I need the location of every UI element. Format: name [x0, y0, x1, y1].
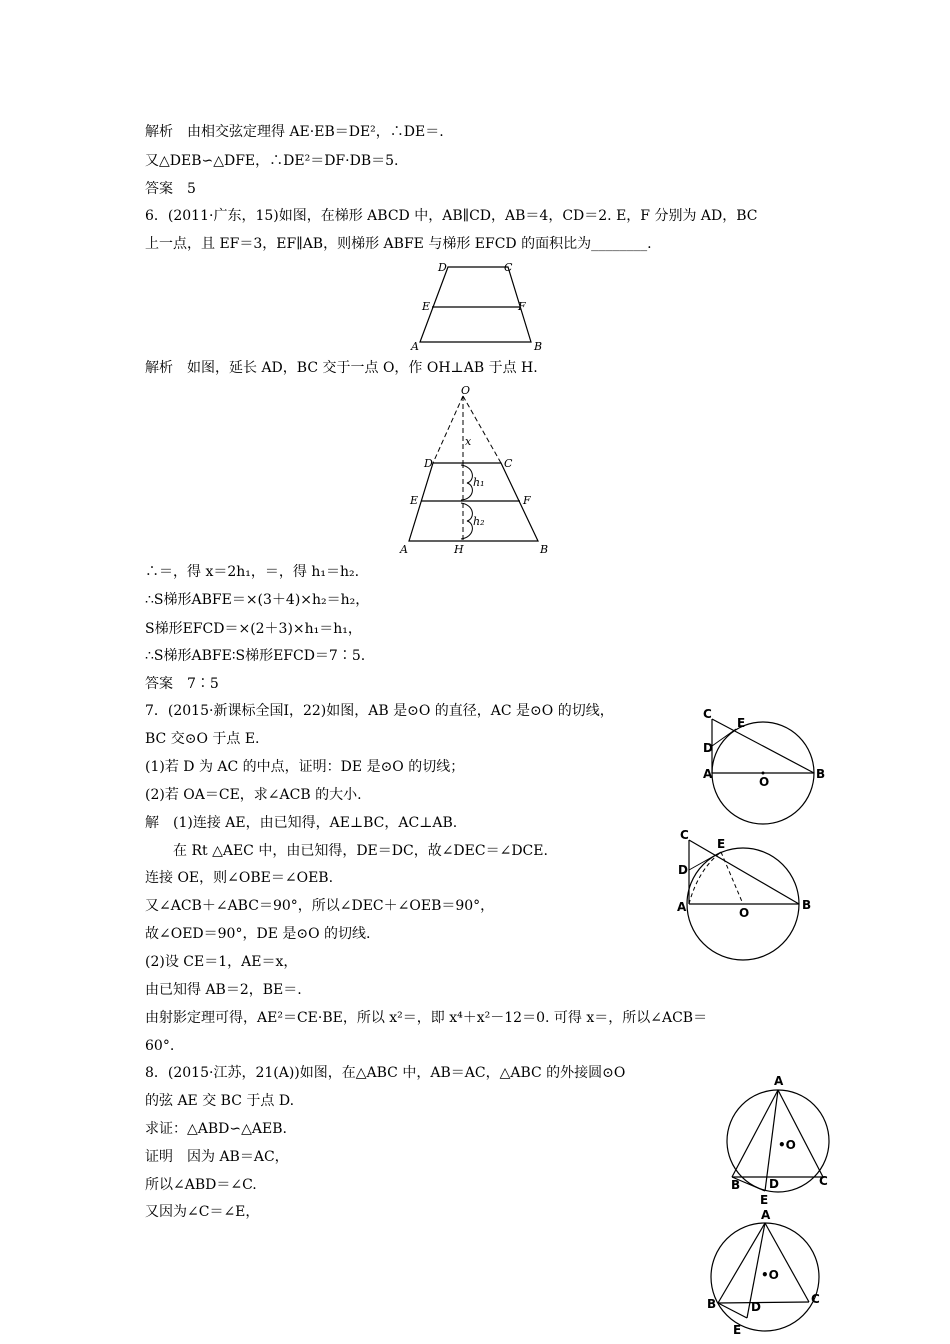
- text-line-9: S梯形EFCD＝×(2＋3)×h₁＝h₁，: [145, 621, 362, 637]
- label-A: A: [677, 900, 687, 914]
- text-line-4: 6．(2011·广东，15)如图，在梯形 ABCD 中，AB∥CD，AB＝4，CD＝2. E，F 分别为 AD，BC: [145, 208, 758, 224]
- text-line-5: 上一点，且 EF＝3，EF∥AB，则梯形 ABFE 与梯形 EFCD 的面积比为________.: [145, 236, 652, 252]
- label-E: E: [737, 716, 746, 730]
- label-E: E: [717, 837, 726, 851]
- extended-trapezoid-figure: [395, 383, 565, 558]
- label-C: C: [504, 261, 513, 274]
- label-B: B: [540, 543, 549, 556]
- text-line-6: 解析 如图，延长 AD，BC 交于一点 O，作 OH⊥AB 于点 H.: [145, 360, 538, 376]
- text-line-24: 60°.: [145, 1038, 175, 1054]
- inscribed-triangle-figure: [722, 1073, 837, 1208]
- label-C: C: [680, 828, 689, 842]
- label-E: E: [760, 1193, 769, 1207]
- text-line-10: ∴S梯形ABFE∶S梯形EFCD＝7∶5.: [145, 648, 366, 664]
- text-line-11: 答案 7∶5: [145, 676, 219, 692]
- text-line-17: 在 Rt △AEC 中，由已知得，DE＝DC，故∠DEC＝∠DCE.: [145, 843, 548, 859]
- label-O: O: [759, 775, 770, 789]
- text-line-16: 解 (1)连接 AE，由已知得，AE⊥BC，AC⊥AB.: [145, 815, 458, 831]
- label-O: O: [461, 384, 471, 397]
- text-line-13: BC 交⊙O 于点 E.: [145, 731, 260, 747]
- label-A: A: [774, 1074, 784, 1088]
- label-F: F: [523, 494, 531, 507]
- label-D: D: [751, 1300, 761, 1314]
- label-E: E: [733, 1323, 742, 1337]
- text-line-1: 解析 由相交弦定理得 AE·EB＝DE²，∴DE＝.: [145, 124, 444, 140]
- label-D: D: [769, 1177, 779, 1191]
- text-line-12: 7．(2015·新课标全国Ⅰ，22)如图，AB 是⊙O 的直径，AC 是⊙O 的切线，: [145, 703, 614, 719]
- text-line-20: 故∠OED＝90°，DE 是⊙O 的切线.: [145, 926, 371, 942]
- label-D: D: [678, 863, 688, 877]
- label-A: A: [411, 340, 419, 353]
- text-line-30: 又因为∠C＝∠E，: [145, 1204, 260, 1220]
- label-B: B: [534, 340, 543, 353]
- label-E: E: [410, 494, 419, 507]
- label-B: B: [731, 1178, 741, 1192]
- label-C: C: [504, 457, 513, 470]
- text-line-26: 的弦 AE 交 BC 于点 D.: [145, 1093, 295, 1109]
- text-line-29: 所以∠ABD＝∠C.: [145, 1177, 257, 1193]
- label-D: D: [424, 457, 433, 470]
- label-B: B: [707, 1297, 717, 1311]
- text-line-22: 由已知得 AB＝2，BE＝.: [145, 982, 302, 998]
- label-E: E: [422, 300, 431, 313]
- text-line-15: (2)若 OA＝CE，求∠ACB 的大小.: [145, 787, 362, 803]
- label-O: •O: [761, 1268, 779, 1282]
- text-line-25: 8．(2015·江苏，21(A))如图，在△ABC 中，AB＝AC，△ABC 的外接圆⊙O: [145, 1065, 626, 1081]
- label-B: B: [802, 898, 812, 912]
- label-D: D: [438, 261, 447, 274]
- text-line-3: 答案 5: [145, 181, 196, 197]
- text-line-8: ∴S梯形ABFE＝×(3＋4)×h₂＝h₂，: [145, 592, 370, 608]
- text-line-2: 又△DEB∽△DFE，∴DE²＝DF·DB＝5.: [145, 153, 399, 169]
- label-A: A: [761, 1208, 771, 1222]
- label-C: C: [811, 1292, 820, 1306]
- label-h1: h₁: [473, 476, 485, 489]
- label-C: C: [819, 1174, 828, 1188]
- label-h2: h₂: [473, 515, 485, 528]
- label-A: A: [400, 543, 408, 556]
- inscribed-triangle-figure-2: [703, 1207, 828, 1344]
- label-O: O: [739, 906, 750, 920]
- label-F: F: [518, 300, 526, 313]
- text-line-21: (2)设 CE＝1，AE＝x，: [145, 954, 298, 970]
- text-line-18: 连接 OE，则∠OBE＝∠OEB.: [145, 870, 334, 886]
- circle-tangent-construction-figure: [676, 822, 826, 967]
- label-O: •O: [778, 1138, 796, 1152]
- label-x: x: [465, 435, 472, 448]
- text-line-23: 由射影定理可得，AE²＝CE·BE，所以 x²＝，即 x⁴＋x²－12＝0. 可得 x＝，所以∠ACB＝: [145, 1010, 708, 1026]
- text-line-19: 又∠ACB＋∠ABC＝90°，所以∠DEC＋∠OEB＝90°，: [145, 898, 495, 914]
- label-C: C: [703, 707, 712, 721]
- label-D: D: [703, 741, 713, 755]
- label-B: B: [816, 767, 826, 781]
- label-A: A: [703, 767, 713, 781]
- circle-tangent-figure: [700, 705, 840, 825]
- text-line-7: ∴＝，得 x＝2h₁，＝，得 h₁＝h₂.: [145, 564, 360, 580]
- trapezoid-figure: [410, 258, 550, 353]
- text-line-28: 证明 因为 AB＝AC，: [145, 1149, 289, 1165]
- text-line-27: 求证：△ABD∽△AEB.: [145, 1121, 287, 1137]
- text-line-14: (1)若 D 为 AC 的中点，证明：DE 是⊙O 的切线；: [145, 759, 465, 775]
- label-H: H: [454, 543, 464, 556]
